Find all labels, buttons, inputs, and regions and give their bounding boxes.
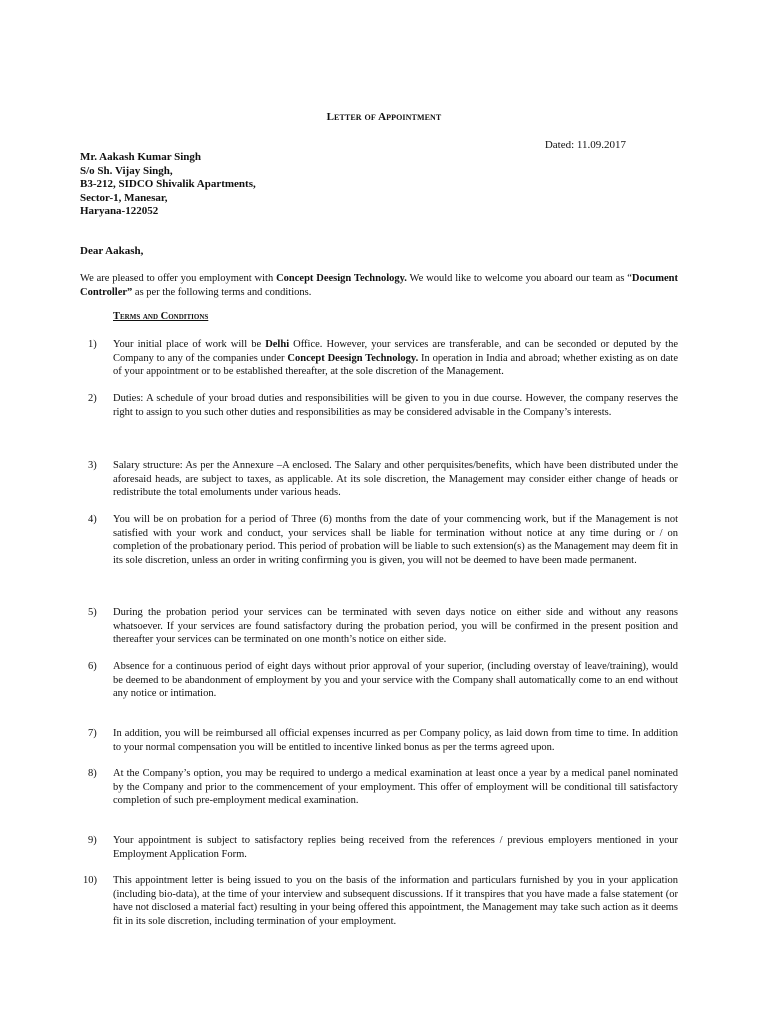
office-name: Delhi <box>265 339 290 350</box>
term-text <box>113 338 678 379</box>
company-name: Concept Deesign Technology. <box>276 273 407 284</box>
salutation: Dear Aakash, <box>80 245 144 257</box>
term-text-part: Your initial place of work will be <box>113 339 266 350</box>
term-text: Absence for a continuous period of eight days without prior approval of your superior, (including overstay of leave/training), would be deemed to be abandonment of employment by you and your service with the Company shall automatically come to an end without any notice or intimation. <box>113 661 678 699</box>
term-text: At the Company’s option, you may be required to undergo a medical examination at least once a year by a medical panel nominated by the Company and prior to the commencement of your employment. This offer of employment will be conditional till satisfactory completion of such pre-employment medical examination. <box>113 768 678 806</box>
term-number: 2) <box>88 393 97 404</box>
term-text: This appointment letter is being issued to you on the basis of the information and particulars furnished by you in your application (including bio-data), at the time of your interview and subsequent discussions. If it transpires that you have made a false statement (or have not disclosed a material fact) resulting in your being offered this appointment, the Management may take such action as it deems fit in its sole discretion, including termination of your employment. <box>113 875 678 927</box>
term-text-part: Office. However, your services are transferable, and can be seconded or deputed by the Company to any of the companies under <box>113 339 678 364</box>
address-line: Haryana-122052 <box>80 205 159 217</box>
address-line: S/o Sh. Vijay Singh, <box>80 164 173 177</box>
term-number: 5) <box>88 607 97 618</box>
term-item <box>80 767 678 808</box>
term-number: 9) <box>88 835 97 846</box>
address-line: Mr. Aakash Kumar Singh <box>80 151 202 163</box>
term-item <box>80 459 678 500</box>
term-number: 6) <box>88 661 97 672</box>
intro-paragraph <box>80 272 678 299</box>
term-text: Your appointment is subject to satisfactory replies being received from the references / previous employers mentioned in your Employment Application Form. <box>113 835 678 860</box>
terms-heading: Terms and Conditions <box>113 311 209 322</box>
term-text: Duties: A schedule of your broad duties and responsibilities will be given to you in due course. However, the company reserves the right to assign to you such other duties and responsibilities as may be considered advisable in the Company’s interests. <box>113 393 678 418</box>
term-text: Salary structure: As per the Annexure –A enclosed. The Salary and other perquisites/benefits, which have been distributed under the aforesaid heads, are subject to taxes, as applicable. At its sole discretion, the Management may consider either change of heads or redistribute the total emoluments under various heads. <box>113 460 678 498</box>
role-name: Document Controller” <box>80 273 678 298</box>
address-line: B3-212, SIDCO Shivalik Apartments, <box>80 178 256 190</box>
term-number: 8) <box>88 768 97 779</box>
term-item <box>80 513 678 567</box>
intro-text: We would like to welcome you aboard our team as “ <box>406 273 632 284</box>
term-item <box>80 606 678 647</box>
term-item <box>80 338 678 379</box>
term-text: In addition, you will be reimbursed all official expenses incurred as per Company policy, as laid down from time to time. In addition to your normal compensation you will be entitled to incentive linked bonus as per the terms agreed upon. <box>113 728 678 753</box>
term-text-part: In operation in India and abroad; whether existing as on date of your appointment or to be established thereafter, at the sole discretion of the Management. <box>113 352 678 377</box>
address-line: Sector-1, Manesar, <box>80 191 168 204</box>
term-item <box>80 834 678 861</box>
term-number: 7) <box>88 728 97 739</box>
recipient-address <box>80 151 256 219</box>
term-item <box>80 874 678 928</box>
letter-date: Dated: 11.09.2017 <box>544 139 626 151</box>
term-number: 3) <box>88 460 97 471</box>
term-number: 1) <box>88 339 97 350</box>
term-text: During the probation period your services can be terminated with seven days notice on either side and without any reasons whatsoever. If your services are found satisfactory during the probation period, you will be confirmed in the present position and thereafter your services can be terminated on one month’s notice on either side. <box>113 607 678 645</box>
intro-text: as per the following terms and conditions. <box>132 286 312 298</box>
letter-title: Letter of Appointment <box>326 111 442 123</box>
company-name: Concept Deesign Technology. <box>287 352 419 364</box>
term-item <box>80 660 678 701</box>
intro-text: We are pleased to offer you employment with <box>80 273 277 284</box>
term-item <box>80 392 678 419</box>
term-number: 10) <box>83 875 97 886</box>
term-number: 4) <box>88 514 97 525</box>
term-text: You will be on probation for a period of Three (6) months from the date of your commencing work, but if the Management is not satisfied with your work and conduct, your services shall be liable for termination without notice at any time during or / on completion of the probationary period. This period of probation will be liable to such extension(s) as the Management may deem fit in its sole discretion, unless an order in writing confirming you is given, you will not be deemed to have been made permanent. <box>113 514 678 566</box>
term-item <box>80 727 678 754</box>
